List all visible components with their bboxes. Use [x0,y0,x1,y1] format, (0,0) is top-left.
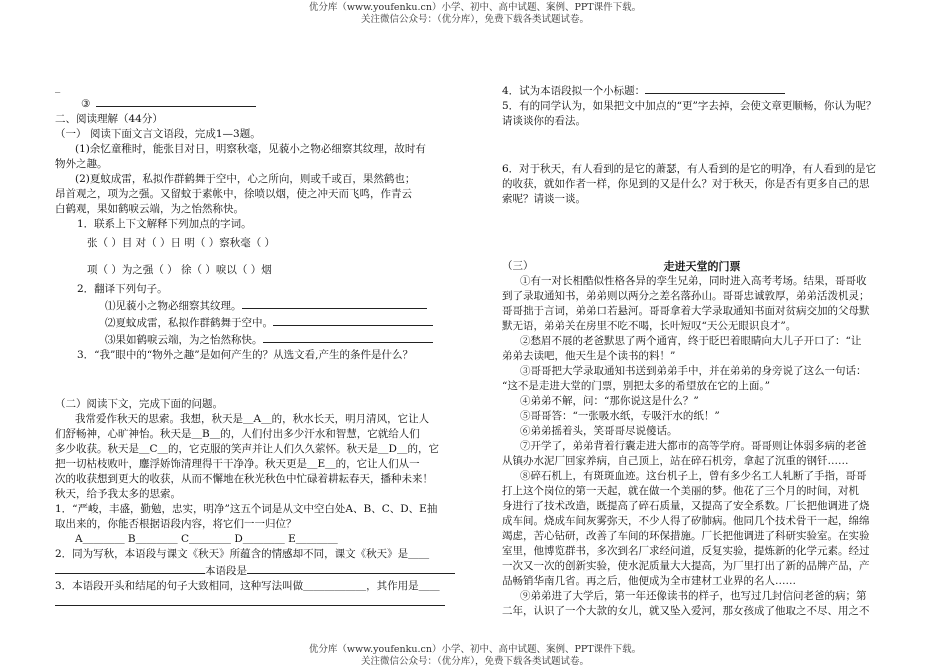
passage3-line: 二年，认识了一个大款的女儿，就又坠入爱河，那女孩成了他取之不尽、用之不 [502,605,870,617]
answer-blank[interactable] [273,314,433,326]
answer-blank[interactable] [645,82,785,94]
question-pd3-cont [55,594,455,611]
passage3-line: ⑧碎石机上，有斑斑血迹。这台机子上，曾有多少名工人轧断了手指，哥哥 [520,470,867,482]
question-3: 3．“我”眼中的“物外之趣”是如何产生的？从选文看,产生的条件是什么？ [77,349,413,361]
passage2-line: 我常爱作秋天的思索。我想，秋天是＿A＿的，秋水长天，明月清风，它让人 [75,413,430,425]
q2-sentence-2: ⑵夏蚊成雷，私拟作群鹤舞于空中。 [55,314,455,331]
passage3-line: ③哥哥把大学录取通知书送到弟弟手中，并在弟弟的身旁说了这么一句话： [520,365,867,377]
question-4: 4．试为本语段拟一个小标题： [502,82,902,99]
page-header [0,2,950,26]
answer-blank[interactable] [55,562,205,574]
question-1: 1．联系上下文解释下列加点的字词。 [77,218,252,230]
q2-sentence-3: ⑶果如鹤唳云端，为之怡然称快。 [55,331,455,348]
passage3-line: 竭虑，苦心钻研，改善了车间的环保措施。厂长把他调进了科研实验室。在实验 [502,530,870,542]
header-line-1: 优分库（www.youfenku.cn）小学、初中、高中试题、案例、PPT课件下载。 [308,2,642,13]
right-column [502,80,902,619]
question-5: 5．有的同学认为，如果把文中加点的“更”字去掉，会使文章更顺畅，你认为呢？ [502,100,877,112]
passage2-line: 次的收获想到更大的收获，从而不懈地在秋光秋色中忙碌着耕耘春天，播种未来！ [55,473,433,485]
passage3-line: 到了录取通知书，弟弟则以两分之差名落孙山。哥哥忠诚敦厚，弟弟活泼机灵； [502,290,870,302]
passage3-body [502,274,902,619]
passage3-line: 成车间。烧成车间灰雾弥天，不少人得了矽肺病。他同几个技术骨干一起，绵绵 [502,515,870,527]
header-line-2: 关注微信公众号：（优分库），免费下载各类试题试卷。 [360,14,589,25]
passage3-line: ⑤哥哥答：“一张吸水纸，专吸汗水的纸！” [520,410,720,422]
passage3-line: 室里，他博览群书，多次到名厂求经问道，反复实验，提炼新的化学元素。经过 [502,545,870,557]
passage3-line: ⑥弟弟摇着头，笑哥哥尽说傻话。 [520,425,678,437]
passage3-line: 品畅销华南几省。再之后，他便成为全市建材工业界的名人…… [502,575,796,587]
left-column [55,80,455,611]
passage3-title: 走进天堂的门票 [663,260,741,273]
question-pd1: 1．“严峻，丰盛，勤勉，忠实，明净”这五个词是从文中空白处A、B、C、D、E抽 [55,503,438,515]
page-footer [0,644,950,668]
question-pd3: 3．本语段开头和结尾的句子大致相同，这种写法叫做＿＿＿＿＿＿，其作用是＿＿ [55,580,440,592]
answer-blank[interactable] [55,594,445,606]
passage3-line: 打上这个岗位的第一天起，就在做一个美丽的梦。他花了三个月的时间，对机 [502,485,859,497]
question-5-cont: 请谈谈你的看法。 [502,115,586,127]
answer-blank[interactable] [263,331,433,343]
part3-heading: （三） 走进天堂的门票 [502,259,902,274]
passage1-line: (1)余忆童稚时，能张目对日，明察秋毫，见藐小之物必细察其纹理，故时有 [75,143,426,155]
passage3-line: 身进行了技术改造，既提高了碎石质量，又提高了安全系数。厂长把他调进了烧 [502,500,870,512]
q2-sentence-1: ⑴见藐小之物必细察其纹理。 [55,297,455,314]
passage3-line: ④弟弟不解，问：“那你说这是什么？” [520,395,699,407]
passage2-line: 们舒畅神，心旷神怡。秋天是＿B＿的，人们付出多少汗水和智慧，它就给人们 [55,428,420,440]
question-pd1-cont: 取出来的，你能否根据语段内容，将它们一一归位？ [55,518,297,530]
answer-blank[interactable] [96,95,256,107]
answer-blank[interactable] [247,562,455,574]
question-pd1-options[interactable]: A＿＿＿＿ B＿＿＿＿ C＿＿＿＿ D＿＿＿＿ E＿＿＿＿ [75,533,338,545]
passage3-line: 一次又一次的创新实验，使水泥质量大大提高，为厂里打出了新的品牌产品，产 [502,560,870,572]
passage3-line: ⑨弟弟进了大学后，第一年还像读书的样子，也写过几封信问老爸的病；第 [520,590,867,602]
left-dash: _ [55,81,61,93]
footer-line-1: 优分库（www.youfenku.cn）小学、初中、高中试题、案例、PPT课件下载。 [308,644,642,655]
question-2: 2．翻译下列句子。 [77,283,168,295]
question-pd2: 2．同为写秋，本语段与课文《秋天》所蕴含的情感却不同，课文《秋天》是＿＿ [55,548,430,560]
passage2-line: 把一切枯枝败叶，鏖浮娇饰清理得干干净净。秋天更是＿E＿的，它让人们从一 [55,458,420,470]
passage2-line: 多少收获。秋天是＿C＿的，它克服的笑声并让人们久久萦怀。秋天是＿D＿的，它 [55,443,439,455]
passage3-line: “这不是走进大堂的门票，别把太多的希望放在它的上面。” [502,380,770,392]
passage3-line: 从镇办水泥厂回家养病，自己顶上，站在碎石机旁，拿起了沉重的钢钎…… [502,455,849,467]
part2-title: （二）阅读下文，完成下面的问题。 [55,398,223,410]
passage1-line: 白鹤观，果如鹤唳云端，为之怡然称快。 [55,203,244,215]
question-pd2-cont: 本语段是 [55,562,455,579]
part1-title: （一） 阅读下面文言文语段，完成1—3题。 [55,128,261,140]
passage1-line: 昂首观之，项为之强。又留蚊于素帐中，徐喷以烟，使之冲天而飞鸣，作青云 [55,188,412,200]
q1-word-row-2: 项（ ）为之强（ ） 徐（ ）唳以（ ）烟 [87,264,272,276]
question-6-cont: 索呢？请谈一谈。 [502,193,586,205]
answer-blank[interactable] [242,297,427,309]
question-6-cont: 的收获，就如作者一样，你见到的又是什么？对于秋天，你是否有更多自己的思 [502,178,870,190]
answer-item-3: ③ [55,95,455,112]
passage3-line: ⑦开学了，弟弟背着行囊走进大都市的高等学府。哥哥则让体弱多病的老爸 [520,440,867,452]
passage1-line: (2)夏蚊成雷，私拟作群鹤舞于空中，心之所向，则或千或百，果然鹤也； [75,173,416,185]
passage3-line: ②愁眉不展的老爸默思了两个通宵，终于眨巴着眼睛向大儿子开口了：“让 [520,335,862,347]
footer-line-2: 关注微信公众号：（优分库），免费下载各类试题试卷。 [360,656,589,667]
passage3-line: 默无语，弟弟关在房里不吃不喝，长叶短叹“天公无眼识良才”。 [502,320,797,332]
passage2-line: 秋天，给予我太多的思索。 [55,488,181,500]
passage3-line: 弟弟去读吧，他天生是个读书的料！” [502,350,676,362]
q1-word-row-1: 张（ ）目 对（ ）日 明（ ）察秋毫（ ） [87,237,276,249]
passage3-line: 哥哥拙于言词，弟弟口若悬河。哥哥拿着大学录取通知书面对贫病交加的父母默 [502,305,870,317]
passage1-line: 物外之趣。 [55,158,108,170]
section-title: 二、阅读理解（44分） [55,113,163,125]
passage3-line: ①有一对长相酷似性格各异的孪生兄弟，同时进入高考考场。结果，哥哥收 [520,275,867,287]
question-6: 6．对于秋天，有人看到的是它的萧瑟，有人看到的是它的明净，有人看到的是它 [502,163,877,175]
